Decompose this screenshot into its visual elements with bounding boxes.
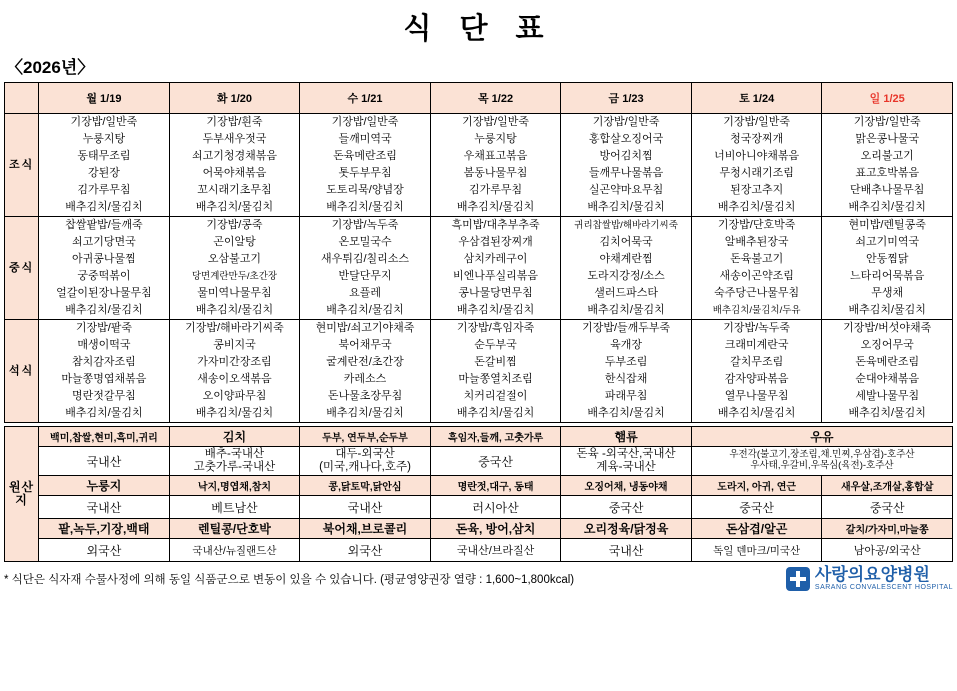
menu-cell: 기장밥/녹두죽 [300, 217, 431, 235]
origin-value: 러시아산 [430, 496, 561, 519]
table-row [5, 251, 953, 268]
origin-value: 국내산/브라질산 [430, 539, 561, 562]
menu-cell: 삼치카레구이 [430, 251, 561, 268]
menu-cell: 기장밥/녹두죽 [691, 320, 822, 338]
menu-cell: 두부조림 [561, 354, 692, 371]
menu-cell: 돈육메란조림 [300, 148, 431, 165]
menu-cell: 요플레 [300, 285, 431, 302]
table-row [5, 165, 953, 182]
menu-cell: 배추김치/물김치 [691, 199, 822, 217]
menu-cell: 배추김치/물김치 [39, 405, 170, 423]
menu-cell: 기장밥/팥죽 [39, 320, 170, 338]
origin-header: 콩,닭토막,닭안심 [300, 476, 431, 496]
menu-cell: 야채계란찜 [561, 251, 692, 268]
menu-cell: 느타리어묵볶음 [822, 268, 953, 285]
menu-cell: 무생채 [822, 285, 953, 302]
menu-cell: 무청시래기조림 [691, 165, 822, 182]
origin-value [430, 447, 561, 476]
table-row [5, 148, 953, 165]
menu-cell: 안동찜닭 [822, 251, 953, 268]
menu-cell: 표고호박볶음 [822, 165, 953, 182]
menu-cell: 배추김치/물김치 [561, 405, 692, 423]
table-row [5, 302, 953, 320]
table-row [5, 476, 953, 496]
origin-value-text: 우전각(불고기,장조림,채.민찌,우삼겹)-호주산 우사태,우갈비,우목심(육전)-호주산 [729, 449, 915, 472]
menu-cell: 배추김치/물김치 [822, 199, 953, 217]
menu-cell: 누룽지탕 [430, 131, 561, 148]
origin-table [4, 426, 953, 562]
menu-cell: 곤이알탕 [169, 234, 300, 251]
column-header-mon: 월 1/19 [39, 83, 170, 114]
hospital-logo [786, 566, 953, 591]
menu-cell: 동태무조림 [39, 148, 170, 165]
menu-cell: 숙주당근나물무침 [691, 285, 822, 302]
menu-cell: 홍합살오징어국 [561, 131, 692, 148]
menu-cell: 순두부국 [430, 337, 561, 354]
origin-value: 독일 덴마크/미국산 [691, 539, 822, 562]
table-row [5, 234, 953, 251]
menu-cell: 콩나물당면무침 [430, 285, 561, 302]
origin-header: 햄류 [561, 427, 692, 447]
page-title: 식 단 표 [403, 13, 554, 45]
origin-value: 국내산 [561, 539, 692, 562]
menu-cell: 도라지강정/소스 [561, 268, 692, 285]
origin-value-text: 국내산 [86, 454, 122, 469]
menu-cell: 실곤약마요무침 [561, 182, 692, 199]
menu-cell: 새송이오색볶음 [169, 371, 300, 388]
menu-cell: 크래미계란국 [691, 337, 822, 354]
origin-value: 중국산 [691, 496, 822, 519]
menu-cell: 오이양파무침 [169, 388, 300, 405]
hospital-cross-icon [786, 567, 810, 591]
menu-cell: 배추김치/물김치 [300, 199, 431, 217]
menu-cell: 돈갈비찜 [430, 354, 561, 371]
column-header-tue: 화 1/20 [169, 83, 300, 114]
menu-cell: 감자양파볶음 [691, 371, 822, 388]
menu-cell: 배추김치/물김치 [430, 405, 561, 423]
menu-cell: 쇠고기청경채볶음 [169, 148, 300, 165]
menu-table [4, 82, 953, 423]
column-header-sun: 일 1/25 [822, 83, 953, 114]
origin-header: 낙지,명엽채,참치 [169, 476, 300, 496]
table-row [5, 519, 953, 539]
menu-cell: 배추김치/물김치/두유 [691, 302, 822, 320]
menu-cell: 김가루무침 [39, 182, 170, 199]
menu-cell: 쇠고기당면국 [39, 234, 170, 251]
origin-header: 우유 [691, 427, 952, 447]
menu-cell: 누룽지탕 [39, 131, 170, 148]
origin-value: 국내산/뉴질랜드산 [169, 539, 300, 562]
menu-cell: 배추김치/물김치 [822, 405, 953, 423]
menu-cell: 아귀콩나물찜 [39, 251, 170, 268]
origin-header: 두부, 연두부,순두부 [300, 427, 431, 447]
menu-cell: 샐러드파스타 [561, 285, 692, 302]
table-row [5, 268, 953, 285]
menu-cell: 궁중떡볶이 [39, 268, 170, 285]
column-header-thu: 목 1/22 [430, 83, 561, 114]
table-row [5, 320, 953, 338]
menu-cell: 기장밥/일반죽 [300, 114, 431, 132]
menu-cell: 배추김치/물김치 [39, 199, 170, 217]
menu-cell: 매생이떡국 [39, 337, 170, 354]
origin-header: 흑임자,들깨, 고춧가루 [430, 427, 561, 447]
menu-cell: 기장밥/일반죽 [561, 114, 692, 132]
origin-header: 돈삼겹/알곤 [691, 519, 822, 539]
table-row [5, 405, 953, 423]
menu-cell: 현미밥/쇠고기야채죽 [300, 320, 431, 338]
menu-cell: 비엔나푸실리볶음 [430, 268, 561, 285]
menu-cell: 배추김치/물김치 [169, 405, 300, 423]
origin-value-text: 대두-외국산 (미국,캐나다,호주) [319, 448, 411, 474]
origin-value: 중국산 [561, 496, 692, 519]
table-row [5, 354, 953, 371]
menu-cell: 기장밥/버섯야채죽 [822, 320, 953, 338]
menu-cell: 어묵야채볶음 [169, 165, 300, 182]
menu-cell: 온모밀국수 [300, 234, 431, 251]
table-row [5, 427, 953, 447]
origin-value: 베트남산 [169, 496, 300, 519]
table-row [5, 114, 953, 132]
menu-cell: 돈나물초장무침 [300, 388, 431, 405]
menu-cell: 오징어무국 [822, 337, 953, 354]
menu-cell: 알배추된장국 [691, 234, 822, 251]
menu-cell: 도토리묵/양념장 [300, 182, 431, 199]
origin-value: 남아공/외국산 [822, 539, 953, 562]
menu-cell: 배추김치/물김치 [430, 199, 561, 217]
menu-cell: 김가루무침 [430, 182, 561, 199]
menu-cell: 마늘쫑열치조림 [430, 371, 561, 388]
menu-body [5, 114, 953, 423]
menu-cell: 톳두부무침 [300, 165, 431, 182]
menu-cell: 기장밥/콩죽 [169, 217, 300, 235]
menu-cell: 반달단무지 [300, 268, 431, 285]
menu-cell: 단배추나물무침 [822, 182, 953, 199]
column-header-fri: 금 1/23 [561, 83, 692, 114]
menu-cell: 치커리겉절이 [430, 388, 561, 405]
menu-cell: 파래무침 [561, 388, 692, 405]
menu-cell: 얼갈이된장나물무침 [39, 285, 170, 302]
menu-cell: 들깨무나물볶음 [561, 165, 692, 182]
menu-cell: 가자미간장조림 [169, 354, 300, 371]
menu-cell: 돈육불고기 [691, 251, 822, 268]
menu-cell: 꼬시래기초무침 [169, 182, 300, 199]
menu-cell: 기장밥/단호박죽 [691, 217, 822, 235]
menu-cell: 김치어묵국 [561, 234, 692, 251]
origin-value-text: 돈육 -외국산,국내산 계육-국내산 [576, 448, 676, 474]
menu-cell: 육개장 [561, 337, 692, 354]
menu-cell: 물미역나물무침 [169, 285, 300, 302]
menu-cell: 세발나물무침 [822, 388, 953, 405]
menu-cell: 참치감자조림 [39, 354, 170, 371]
origin-header: 오리정육/닭정육 [561, 519, 692, 539]
origin-header: 북어채,브로콜리 [300, 519, 431, 539]
menu-cell: 굴계란전/초간장 [300, 354, 431, 371]
column-header-sat: 토 1/24 [691, 83, 822, 114]
menu-cell: 방어김치찜 [561, 148, 692, 165]
meal-label-lunch: 중식 [5, 217, 39, 320]
menu-cell: 배추김치/물김치 [39, 302, 170, 320]
year-label: 〈2026년〉 [6, 58, 95, 77]
menu-cell: 흑미밥/대추부추죽 [430, 217, 561, 235]
footer-note: * 식단은 식자재 수물사정에 의해 동일 식품군으로 변동이 있을 수 있습니다. (평균영양권장 열량 : 1,600~1,800kcal) [4, 574, 575, 587]
table-row [5, 388, 953, 405]
menu-cell: 기장밥/해바라기씨죽 [169, 320, 300, 338]
menu-cell: 콩비지국 [169, 337, 300, 354]
menu-cell: 기장밥/일반죽 [39, 114, 170, 132]
menu-cell: 마늘쫑명엽채볶음 [39, 371, 170, 388]
menu-cell: 배추김치/물김치 [300, 405, 431, 423]
menu-cell: 갈치무조림 [691, 354, 822, 371]
menu-cell: 우삼겹된장찌개 [430, 234, 561, 251]
footer [4, 566, 953, 591]
menu-cell: 배추김치/물김치 [561, 199, 692, 217]
menu-cell: 배추김치/물김치 [300, 302, 431, 320]
table-row [5, 337, 953, 354]
menu-cell: 오삼불고기 [169, 251, 300, 268]
menu-cell: 들깨미역국 [300, 131, 431, 148]
menu-cell: 기장밥/일반죽 [691, 114, 822, 132]
menu-cell: 청국장찌개 [691, 131, 822, 148]
origin-value [561, 447, 692, 476]
menu-cell: 현미밥/렌틸콩죽 [822, 217, 953, 235]
origin-value: 중국산 [822, 496, 953, 519]
menu-cell: 찹쌀팥밥/들깨죽 [39, 217, 170, 235]
menu-cell: 배추김치/물김치 [430, 302, 561, 320]
origin-header: 김치 [169, 427, 300, 447]
origin-header: 도라지, 아귀, 연근 [691, 476, 822, 496]
origin-value [300, 447, 431, 476]
menu-cell: 기장밥/들깨두부죽 [561, 320, 692, 338]
origin-header: 팥,녹두,기장,백태 [39, 519, 170, 539]
menu-cell: 배추김치/물김치 [169, 302, 300, 320]
menu-cell: 오리불고기 [822, 148, 953, 165]
table-row [5, 199, 953, 217]
menu-cell: 새송이곤약조림 [691, 268, 822, 285]
origin-header: 갈치/가자미,마늘쫑 [822, 519, 953, 539]
origin-header: 백미,찹쌀,현미,흑미,귀리 [39, 427, 170, 447]
menu-cell: 배추김치/물김치 [822, 302, 953, 320]
menu-cell: 된장고추지 [691, 182, 822, 199]
menu-cell: 배추김치/물김치 [691, 405, 822, 423]
table-row [5, 539, 953, 562]
menu-cell: 새우튀김/칠리소스 [300, 251, 431, 268]
menu-cell: 명란젓갈무침 [39, 388, 170, 405]
origin-value: 외국산 [39, 539, 170, 562]
menu-cell: 기장밥/흰죽 [169, 114, 300, 132]
origin-header: 명란젓,대구, 동태 [430, 476, 561, 496]
menu-cell: 당면계란만두/초간장 [169, 268, 300, 285]
column-header-wed: 수 1/21 [300, 83, 431, 114]
table-row [5, 285, 953, 302]
menu-cell: 두부새우젓국 [169, 131, 300, 148]
menu-cell: 열무나물무침 [691, 388, 822, 405]
table-row [5, 496, 953, 519]
meal-label-breakfast: 조식 [5, 114, 39, 217]
table-row [5, 131, 953, 148]
menu-cell: 돈육메란조림 [822, 354, 953, 371]
menu-cell: 기장밥/일반죽 [430, 114, 561, 132]
menu-cell: 배추김치/물김치 [169, 199, 300, 217]
menu-cell: 카레소스 [300, 371, 431, 388]
menu-cell: 우채표고볶음 [430, 148, 561, 165]
menu-cell: 기장밥/일반죽 [822, 114, 953, 132]
table-row [5, 217, 953, 235]
table-row [5, 371, 953, 388]
menu-cell: 귀리찹쌀밥/해바라기씨죽 [561, 217, 692, 235]
origin-value-text: 배추-국내산 고춧가루-국내산 [193, 448, 276, 474]
date-header-row [5, 83, 953, 114]
menu-cell: 쇠고기미역국 [822, 234, 953, 251]
menu-cell: 북어채무국 [300, 337, 431, 354]
menu-cell: 배추김치/물김치 [561, 302, 692, 320]
corner-cell [5, 83, 39, 114]
meal-label-dinner: 석식 [5, 320, 39, 423]
origin-header: 돈육, 방어,삼치 [430, 519, 561, 539]
origin-value [39, 447, 170, 476]
origin-value [169, 447, 300, 476]
menu-cell: 한식잡채 [561, 371, 692, 388]
origin-value: 국내산 [300, 496, 431, 519]
origin-header: 렌틸콩/단호박 [169, 519, 300, 539]
origin-header: 누룽지 [39, 476, 170, 496]
hospital-name-ko: 사랑의요양병원 [814, 565, 930, 585]
menu-cell: 너비아니야채볶음 [691, 148, 822, 165]
origin-header: 오징어채, 냉동야채 [561, 476, 692, 496]
menu-cell: 순대야채볶음 [822, 371, 953, 388]
menu-cell: 맑은콩나물국 [822, 131, 953, 148]
origin-value-text: 중국산 [478, 454, 513, 469]
menu-cell: 기장밥/흑임자죽 [430, 320, 561, 338]
origin-label: 원산지 [5, 427, 39, 562]
origin-value [691, 447, 952, 476]
hospital-name-en: SARANG CONVALESCENT HOSPITAL [814, 584, 953, 592]
menu-cell: 강된장 [39, 165, 170, 182]
origin-header: 새우살,조개살,홍합살 [822, 476, 953, 496]
table-row [5, 182, 953, 199]
table-row [5, 447, 953, 476]
origin-value: 외국산 [300, 539, 431, 562]
origin-value: 국내산 [39, 496, 170, 519]
menu-cell: 봄동나물무침 [430, 165, 561, 182]
